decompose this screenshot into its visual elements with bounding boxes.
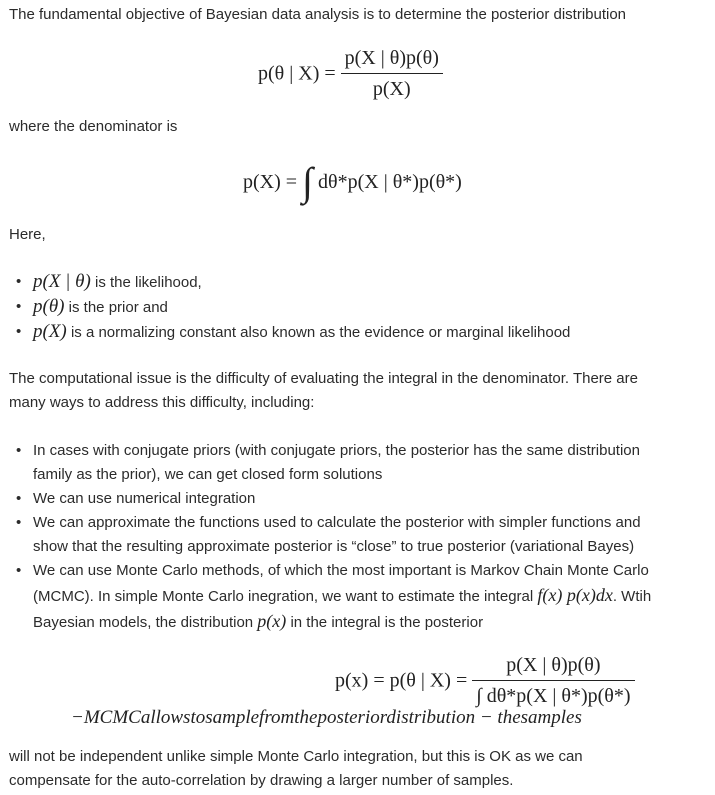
list-item: • p(X | θ) is the likelihood, — [16, 271, 202, 292]
list-item: family as the prior), we can get closed form solutions — [33, 466, 383, 483]
likelihood-math: p(X | θ) — [33, 271, 91, 292]
mc-equation — [335, 652, 635, 709]
posterior-numerator: p(X | θ)p(θ) — [341, 45, 443, 74]
methods-list — [9, 439, 651, 635]
intro-paragraph: The fundamental objective of Bayesian data analysis is to determine the posterior distribution — [9, 6, 627, 23]
prior-math: p(θ) — [33, 296, 65, 317]
posterior-fraction — [341, 45, 443, 102]
closing-line-2: compensate for the auto-correlation by drawing a larger number of samples. — [9, 772, 514, 789]
mc-denominator: ∫ dθ*p(X | θ*)p(θ*) — [476, 685, 631, 707]
evidence-equation — [243, 159, 462, 204]
computational-issue-line-1: The computational issue is the difficulty of evaluating the integral in the denominator. There are — [9, 370, 638, 387]
list-item: • p(θ) is the prior and — [16, 296, 168, 317]
integral-sign: ∫ — [302, 159, 314, 204]
list-item: show that the resulting approximate posterior is “close” to true posterior (variational Bayes) — [33, 538, 635, 555]
mc-numerator: p(X | θ)p(θ) — [472, 652, 634, 681]
here-label: Here, — [9, 226, 46, 243]
list-item: (MCMC). In simple Monte Carlo inegration, we want to estimate the integral f(x) p(x)dx. Wtih — [33, 585, 652, 605]
integral-expression-math: f(x) p(x)dx — [537, 585, 613, 605]
posterior-lhs: p(θ | X) = — [258, 62, 336, 85]
list-item: • p(X) is a normalizing constant also known as the evidence or marginal likelihood — [16, 321, 571, 342]
mc-fraction — [472, 652, 634, 709]
posterior-equation — [258, 45, 443, 102]
computational-issue-line-2: many ways to address this difficulty, including: — [9, 394, 315, 411]
evidence-math: p(X) — [33, 321, 67, 342]
mc-lhs: p(x) = p(θ | X) = — [335, 669, 468, 692]
list-item: • We can use numerical integration — [16, 490, 256, 507]
definitions-list — [9, 270, 570, 345]
evidence-integrand: dθ*p(X | θ*)p(θ*) — [318, 171, 462, 193]
list-item: • We can use Monte Carlo methods, of which the most important is Markov Chain Monte Carlo — [16, 562, 649, 579]
evidence-lhs: p(X) = — [243, 171, 298, 193]
list-item: Bayesian models, the distribution p(x) in the integral is the posterior — [33, 611, 484, 631]
garbled-math-line: −MCMCallowstosamplefromtheposteriordistribution − thesamples — [71, 707, 582, 728]
px-math: p(x) — [257, 611, 287, 631]
closing-line-1: will not be independent unlike simple Monte Carlo integration, but this is OK as we can — [9, 748, 583, 765]
list-item: • We can approximate the functions used to calculate the posterior with simpler functions and — [16, 514, 641, 531]
posterior-denominator: p(X) — [372, 78, 411, 100]
denominator-intro: where the denominator is — [9, 118, 178, 135]
list-item: • In cases with conjugate priors (with conjugate priors, the posterior has the same distribution — [16, 442, 640, 459]
